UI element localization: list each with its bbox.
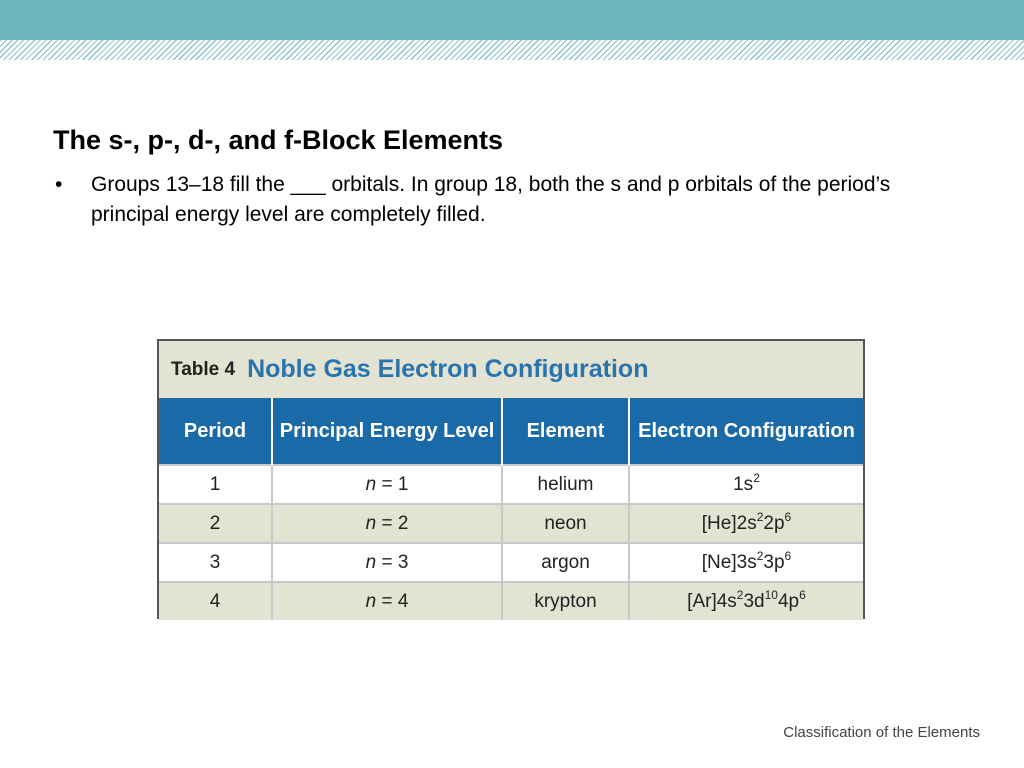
n-value: = 1 xyxy=(381,473,409,495)
cell-element: neon xyxy=(502,504,629,543)
table-header-row xyxy=(159,398,863,465)
top-hatch-pattern xyxy=(0,40,1024,60)
config-base: [Ar]4s xyxy=(687,590,737,612)
cell-element: helium xyxy=(502,465,629,504)
table-caption xyxy=(159,341,863,398)
cell-period: 2 xyxy=(159,504,272,543)
config-superscript: 2 xyxy=(756,548,764,563)
config-superscript: 6 xyxy=(784,509,792,524)
cell-energy-level xyxy=(272,465,502,504)
bullet-text: Groups 13–18 fill the ___ orbitals. In group 18, both the s and p orbitals of the period’s principal energy level are completely filled. xyxy=(91,173,891,226)
n-value: = 4 xyxy=(381,590,409,612)
config-base: 1s xyxy=(733,473,754,495)
config-base: 4p xyxy=(777,590,800,612)
config-superscript: 10 xyxy=(764,587,778,602)
table-row xyxy=(159,543,863,582)
config-base: [Ne]3s xyxy=(701,551,757,573)
cell-configuration xyxy=(629,465,863,504)
config-superscript: 6 xyxy=(784,548,792,563)
n-symbol: n xyxy=(365,590,377,612)
config-base: 2p xyxy=(763,512,785,534)
slide-title: The s-, p-, d-, and f-Block Elements xyxy=(53,125,504,155)
cell-element: argon xyxy=(502,543,629,582)
config-base: [He]2s xyxy=(701,512,757,534)
n-symbol: n xyxy=(365,473,377,495)
cell-configuration xyxy=(629,582,863,620)
top-color-band xyxy=(0,0,1024,40)
config-superscript: 2 xyxy=(736,587,744,602)
cell-configuration xyxy=(629,504,863,543)
header-configuration: Electron Configuration xyxy=(629,398,863,465)
config-superscript: 2 xyxy=(753,470,760,485)
cell-element: krypton xyxy=(502,582,629,620)
cell-configuration xyxy=(629,543,863,582)
n-value: = 3 xyxy=(381,551,409,573)
table-title: Noble Gas Electron Configuration xyxy=(247,355,649,383)
cell-period: 1 xyxy=(159,465,272,504)
table-row xyxy=(159,504,863,543)
cell-energy-level xyxy=(272,582,502,620)
table-grid xyxy=(159,398,863,620)
header-energy-level: Principal Energy Level xyxy=(272,398,502,465)
table-row xyxy=(159,582,863,620)
config-base: 3d xyxy=(743,590,765,612)
n-symbol: n xyxy=(365,551,377,573)
table-number: Table 4 xyxy=(171,358,236,380)
config-superscript: 6 xyxy=(799,587,806,602)
cell-energy-level xyxy=(272,543,502,582)
table-body xyxy=(159,465,863,620)
table-row xyxy=(159,465,863,504)
header-period: Period xyxy=(159,398,272,465)
n-value: = 2 xyxy=(381,512,409,534)
cell-period: 3 xyxy=(159,543,272,582)
cell-period: 4 xyxy=(159,582,272,620)
noble-gas-table xyxy=(157,339,865,619)
header-element: Element xyxy=(502,398,629,465)
config-superscript: 2 xyxy=(756,509,764,524)
n-symbol: n xyxy=(365,512,377,534)
cell-energy-level xyxy=(272,504,502,543)
config-base: 3p xyxy=(763,551,785,573)
bullet-dot-icon: • xyxy=(55,173,63,196)
footer-text: Classification of the Elements xyxy=(783,724,980,741)
